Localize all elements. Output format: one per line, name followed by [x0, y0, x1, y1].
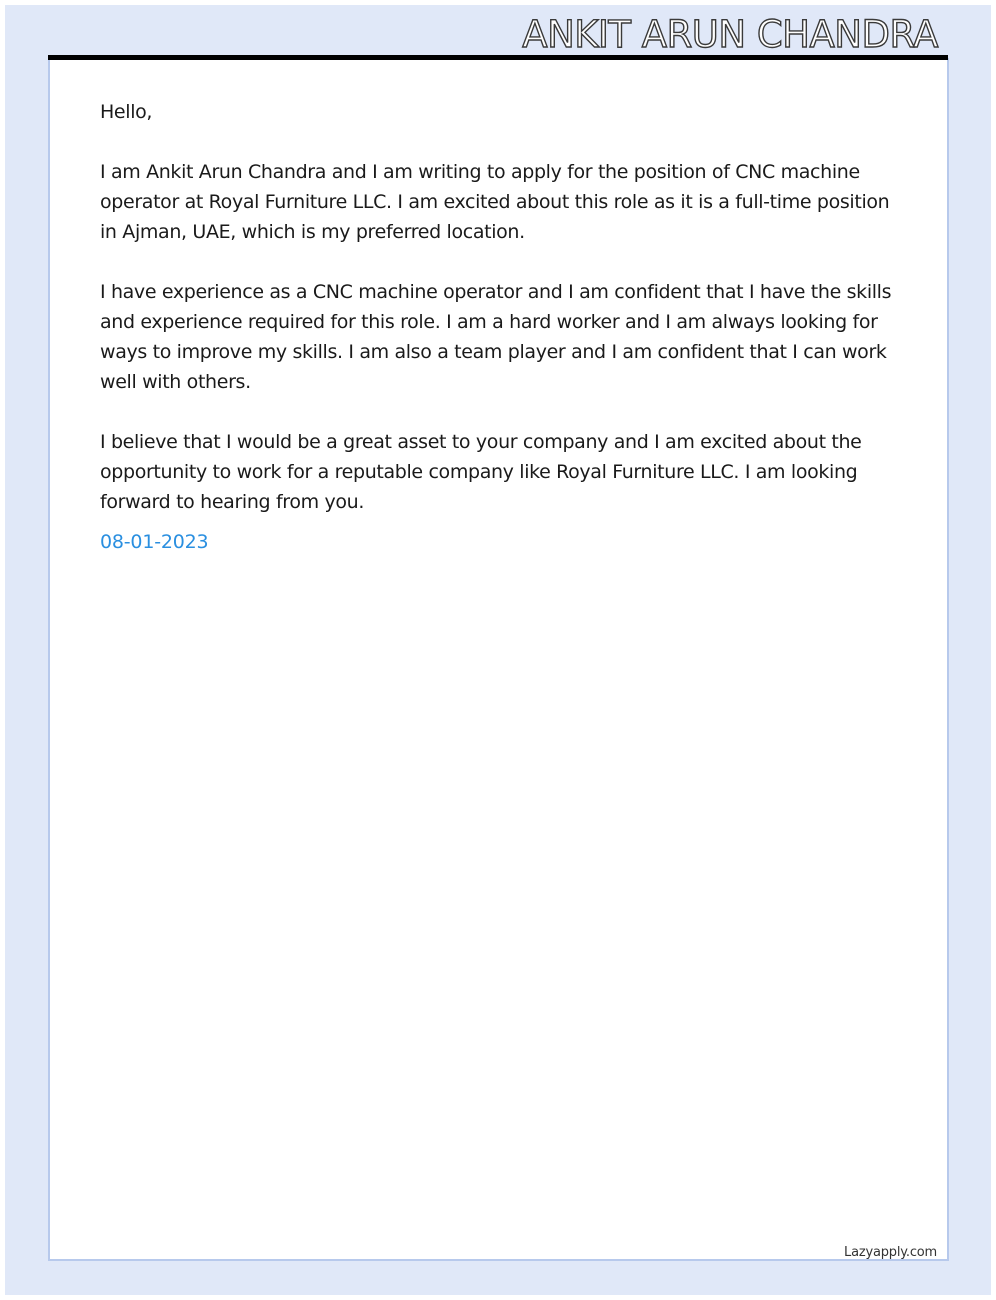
footer-brand: Lazyapply.com — [844, 1245, 937, 1260]
applicant-name: ANKIT ARUN CHANDRA — [522, 13, 938, 56]
letter-paragraph-closing: I believe that I would be a great asset to your company and I am excited about the opportunity to work for a reputable company like Royal Furniture LLC. I am looking forward to hearing from you. — [100, 431, 862, 513]
cover-letter-body — [100, 97, 900, 557]
letter-paragraph-intro: I am Ankit Arun Chandra and I am writing to apply for the position of CNC machine operator at Royal Furniture LLC. I am excited about this role as it is a full-time position in Ajman, UAE, which is my preferred location. — [100, 161, 890, 243]
letter-paragraph-experience: I have experience as a CNC machine operator and I am confident that I have the skills and experience required for this role. I am a hard worker and I am always looking for ways to improve my skills. I am also a team player and I am confident that I can work well with others. — [100, 281, 892, 393]
letter-greeting: Hello, — [100, 101, 153, 123]
letter-date: 08-01-2023 — [100, 531, 209, 553]
